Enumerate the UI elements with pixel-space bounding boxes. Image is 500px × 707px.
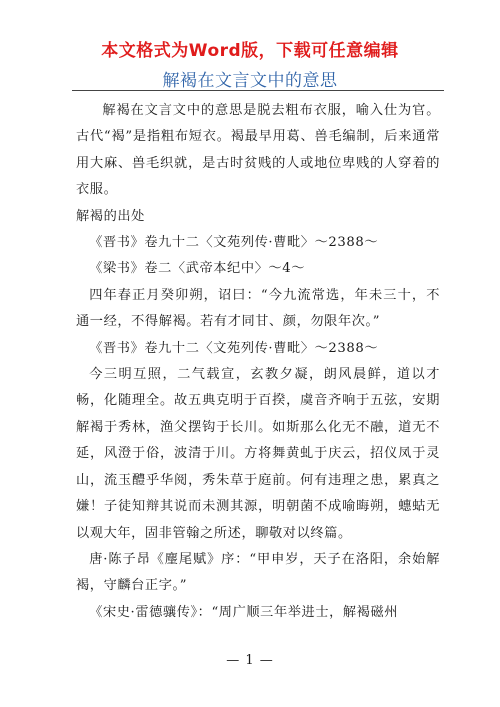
quote-jinshu: 今三明互照，二气载宣，玄教夕凝，朗风晨鲜，道以才畅，化随理全。故五典克明于百揆，虞音齐响于五弦，安期解褐于秀林，渔父摆钩于长川。如斯那么化无不融，道无不延，风澄于俗，波清于川。方将舞黄虬于庆云，招仪凤于灵山，流玉醴乎华阅，秀朱草于庭前。何有违理之患，累真之嫌！子徒知辩其说而未测其源，明朝菌不成喻晦朔，蟪蛄无以观大年，固非管翰之所述，聊敬对以终篇。: [76, 367, 440, 541]
download-banner: 本文格式为Word版，下载可任意编辑: [101, 41, 399, 61]
quote-liangshu: 四年春正月癸卯朔，诏曰：“今九流常选，年未三十，不通一经，不得解褐。若有才同甘、颜，勿限年次。”: [76, 287, 440, 330]
title-divider: [72, 90, 444, 91]
citation-jinshu-2: 《晋书》卷九十二〈文苑列传·曹毗〉～2388～: [89, 340, 379, 356]
page-number: — 1 —: [226, 653, 274, 668]
citation-jinshu-1: 《晋书》卷九十二〈文苑列传·曹毗〉～2388～: [89, 235, 379, 251]
quote-chenziang: 唐·陈子昂《麈尾赋》序：“甲申岁，天子在洛阳，余始解褐，守麟台正字。”: [76, 551, 440, 594]
paragraph-intro: 解褐在文言文中的意思是脱去粗布衣服，喻入仕为官。古代“褐”是指粗布短衣。褐最早用葛、兽毛编制，后来通常用大麻、兽毛织就，是古时贫贱的人或地位卑贱的人穿着的衣服。: [76, 103, 440, 198]
section-heading: 解褐的出处: [76, 208, 145, 224]
document-body: [76, 98, 440, 626]
page-title: 解褐在文言文中的意思: [162, 71, 338, 91]
citation-liangshu: 《梁书》卷二〈武帝本纪中〉～4～: [89, 261, 305, 277]
quote-songshi: 《宋史·雷德骧传》：“周广顺三年举进士，解褐磁州: [89, 604, 399, 620]
